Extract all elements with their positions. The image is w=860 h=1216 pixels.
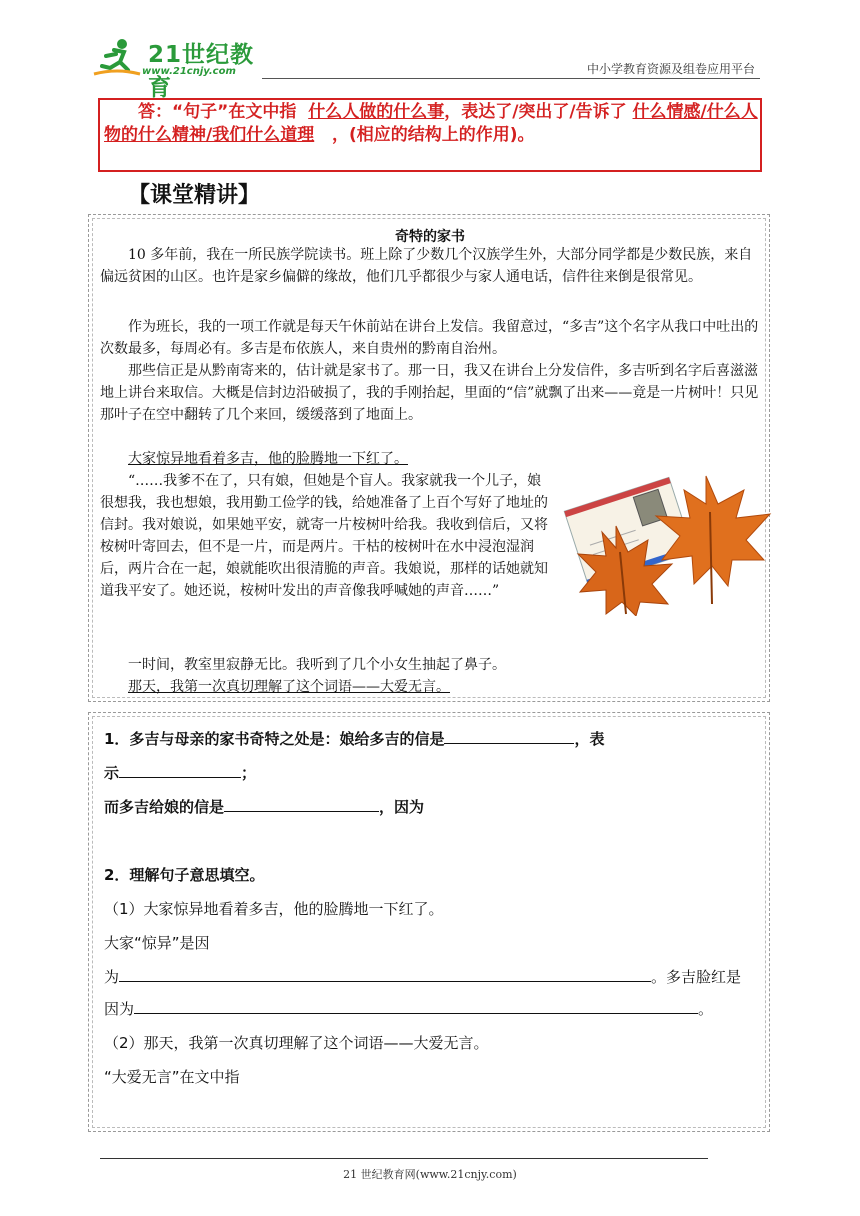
- question-2-1-line-1: 为 。多吉脸红是: [104, 968, 742, 986]
- question-2-2-sentence: （2）那天，我第一次真切理解了这个词语——大爱无言。: [104, 1034, 489, 1052]
- footer-divider: [100, 1158, 708, 1159]
- section-title: 【课堂精讲】: [128, 183, 261, 208]
- question-2-1-line-2: 因为 。: [104, 1000, 714, 1018]
- story-paragraph-4: 大家惊异地看着多吉，他的脸腾地一下红了。: [128, 451, 408, 467]
- answer-blank-q1-2[interactable]: [119, 763, 241, 778]
- answer-blank-q1-3[interactable]: [224, 797, 379, 812]
- story-paragraph-5: “……我爹不在了，只有娘，但她是个盲人。我家就我一个儿子，娘很想我，我也想娘，我用勤工俭学的钱，给她准备了上百个写好了地址的信封。我对娘说，如果她平安，就寄一片桉树叶给我。我收到信后，又将桉树叶寄回去，但不是一片，而是两片。干枯的桉树叶在水中浸泡湿润后，两片合在一起，娘就能吹出很清脆的声音。我娘说，那样的话她就知道我平安了。她还说，桉树叶发出的声音像我呼喊她的声音……”: [100, 473, 548, 599]
- answer-template-text: 答：“句子”在文中指 什么人做的什么事，表达了/突出了/告诉了 什么情感/什么人物的什么精神/我们什么道理 ，(相应的结构上的作用)。: [104, 102, 758, 145]
- header-divider: [262, 78, 760, 79]
- question-2-1-prompt: 大家“惊异”是因: [104, 934, 210, 952]
- platform-name: 中小学教育资源及组卷应用平台: [586, 62, 755, 76]
- runner-logo-icon: [92, 38, 142, 78]
- answer-blank-q1-1[interactable]: [444, 729, 574, 744]
- story-paragraph-2: 作为班长，我的一项工作就是每天午休前站在讲台上发信。我留意过，“多吉”这个名字从我口中吐出的次数最多，每周必有。多吉是布依族人，来自贵州的黔南自治州。: [100, 319, 759, 357]
- answer-blank-q2-2[interactable]: [134, 999, 698, 1014]
- question-2-title: 2．理解句子意思填空。: [104, 866, 265, 884]
- story-paragraph-6: 一时间，教室里寂静无比。我听到了几个小女生抽起了鼻子。: [128, 657, 506, 673]
- maple-leaf-envelope-image: [556, 456, 794, 616]
- story-paragraph-3: 那些信正是从黔南寄来的，估计就是家书了。那一日，我又在讲台上分发信件，多吉听到名字后喜滋滋地上讲台来取信。大概是信封边沿破损了，我的手刚抬起，里面的“信”就飘了出来——竟是一片树叶！只见那叶子在空中翻转了几个来回，缓缓落到了地面上。: [100, 363, 759, 423]
- question-1-line-3: 而多吉给娘的信是 ，因为: [104, 798, 425, 816]
- footer-text: 21 世纪教育网(www.21cnjy.com): [343, 1168, 517, 1181]
- story-paragraph-7: 那天，我第一次真切理解了这个词语——大爱无言。: [128, 679, 450, 695]
- answer-blank-1: 什么人做的什么事: [308, 102, 445, 122]
- story-title: 奇特的家书: [395, 229, 465, 245]
- site-logo: [92, 34, 262, 101]
- answer-blank-q2-1[interactable]: [119, 967, 651, 982]
- answer-blank-2: 什么情感/什么人物的什么精神/我们什么道理: [104, 102, 758, 145]
- question-2-2-prompt: “大爱无言”在文中指: [104, 1068, 240, 1086]
- answer-template-box: [98, 98, 762, 172]
- story-paragraph-1: 10 多年前，我在一所民族学院读书。班上除了少数几个汉族学生外，大部分同学都是少数民族，来自偏远贫困的山区。也许是家乡偏僻的缘故，他们几乎都很少与家人通电话，信件往来倒是很常见。: [100, 247, 753, 285]
- logo-url: www.21cnjy.com: [142, 66, 236, 77]
- question-1-line-2: 示 ；: [104, 764, 257, 782]
- question-2-1-sentence: （1）大家惊异地看着多吉，他的脸腾地一下红了。: [104, 900, 444, 918]
- question-1-line-1: 1．多吉与母亲的家书奇特之处是：娘给多吉的信是 ，表: [104, 730, 605, 748]
- logo-text: 21世纪教育: [148, 42, 255, 101]
